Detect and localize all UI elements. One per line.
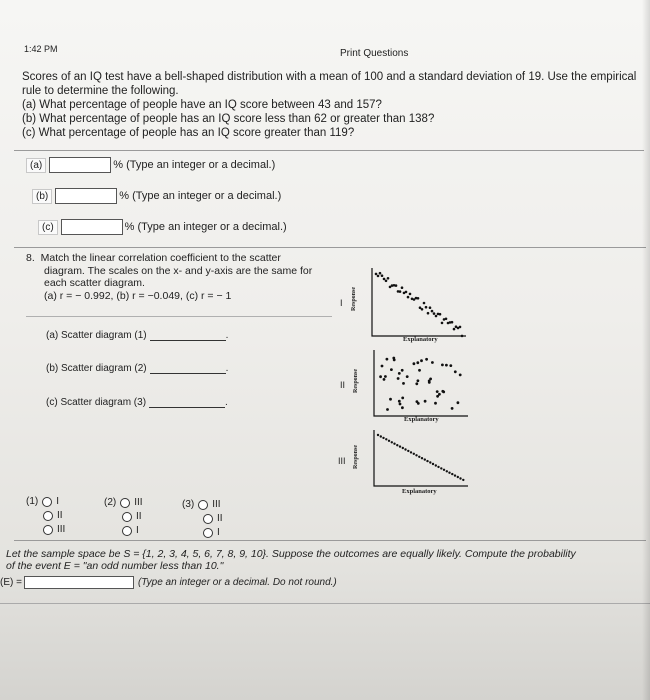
scatter-point xyxy=(401,369,404,372)
scatter-point xyxy=(381,365,384,368)
radio-option-label: II xyxy=(57,510,63,521)
question8-line: Match the linear correlation coefficient to the scatter xyxy=(40,252,281,264)
scatter-point xyxy=(451,407,454,410)
plot-xlabel: Explanatory xyxy=(404,416,439,423)
scatter-point xyxy=(437,466,439,468)
radio-button[interactable] xyxy=(42,497,52,507)
scatter-point xyxy=(401,406,404,409)
scatter-point xyxy=(457,476,459,478)
scatter-point xyxy=(459,477,461,479)
question1-line: (a) What percentage of people have an IQ score between 43 and 157? xyxy=(22,99,382,111)
scatter-point xyxy=(435,464,437,466)
scatter-point xyxy=(432,463,434,465)
scatter-point xyxy=(392,357,395,360)
radio-option-label: II xyxy=(217,513,223,524)
scatter-point xyxy=(402,447,404,449)
scatter-point xyxy=(459,374,462,377)
scatter-point xyxy=(402,382,405,385)
scatter-point xyxy=(441,390,444,393)
scatter-point xyxy=(423,302,426,305)
scatter-point xyxy=(418,369,421,372)
plot-ylabel: Response xyxy=(353,368,360,394)
answer-hint: % (Type an integer or a decimal.) xyxy=(124,221,287,233)
scatter-point xyxy=(461,335,464,338)
scatter-point xyxy=(399,445,401,447)
question8-number: 8. xyxy=(26,252,35,264)
scatter-plot-1 xyxy=(370,268,466,338)
answer-input-b[interactable] xyxy=(55,188,117,204)
scatter-point xyxy=(381,274,384,277)
scatter-point xyxy=(407,296,410,299)
question1-line: (b) What percentage of people has an IQ score less than 62 or greater than 138? xyxy=(22,113,435,125)
scatter-point xyxy=(443,469,445,471)
scatter-point xyxy=(417,297,420,300)
scatter-point xyxy=(413,362,416,365)
scatter-point xyxy=(431,361,434,364)
question1-text xyxy=(22,70,642,140)
scatter-point xyxy=(395,284,398,287)
scatter-point xyxy=(445,364,448,367)
scatter-point xyxy=(399,290,402,293)
scatter-point xyxy=(401,397,404,400)
scatter-point xyxy=(421,457,423,459)
radio-button[interactable] xyxy=(203,528,213,538)
scatter-point xyxy=(441,322,444,325)
answer-label: (c) xyxy=(38,220,58,235)
scatter-plot-3 xyxy=(372,430,468,488)
plot-points xyxy=(377,434,465,481)
scatter-item-label: (a) Scatter diagram (1) xyxy=(46,330,147,341)
divider xyxy=(0,603,650,604)
radio-button[interactable] xyxy=(122,512,132,522)
scatter-point xyxy=(435,315,438,318)
question1-line: (c) What percentage of people has an IQ score greater than 119? xyxy=(22,127,355,139)
answer-input-c[interactable] xyxy=(61,219,123,235)
scatter-point xyxy=(457,401,460,404)
scatter-point xyxy=(446,470,448,472)
scatter-point xyxy=(393,443,395,445)
scatter-point xyxy=(386,408,389,411)
plot-roman-label: I xyxy=(340,298,343,308)
scatter-point xyxy=(404,448,406,450)
radio-option-label: III xyxy=(57,524,66,535)
scatter-point xyxy=(415,454,417,456)
scatter-point xyxy=(431,310,434,313)
scatter-point xyxy=(425,358,428,361)
scatter-point xyxy=(426,460,428,462)
choice-group-3 xyxy=(182,499,223,538)
scatter-point xyxy=(417,379,420,382)
plot-ylabel: Response xyxy=(353,444,360,470)
radio-button[interactable] xyxy=(203,514,213,524)
scatter-diagrams xyxy=(328,262,478,512)
question-last-line: of the event E = "an odd number less than 10." xyxy=(6,560,224,572)
probability-prefix: (E) = xyxy=(0,577,22,588)
radio-button[interactable] xyxy=(43,511,53,521)
scatter-point xyxy=(424,400,427,403)
scatter-point xyxy=(410,451,412,453)
scatter-point xyxy=(382,437,384,439)
scatter-point xyxy=(436,390,439,393)
scatter-point xyxy=(377,275,380,278)
scatter-point xyxy=(428,381,431,384)
answer-label: (a) xyxy=(26,158,46,173)
plot-xlabel: Explanatory xyxy=(402,488,437,495)
choice-group-label: (2) xyxy=(104,497,117,508)
scatter-answer-blank[interactable] xyxy=(150,331,226,341)
question8-line: diagram. The scales on the x- and y-axis are the same for xyxy=(44,264,313,277)
plot-ylabel: Response xyxy=(351,286,358,312)
scatter-point xyxy=(379,272,382,275)
scatter-point xyxy=(420,359,423,362)
radio-button[interactable] xyxy=(198,500,208,510)
scatter-match-c: (c) Scatter diagram (3) . xyxy=(46,397,228,408)
plot-points xyxy=(375,272,464,337)
radio-option-label: I xyxy=(217,527,220,538)
radio-button[interactable] xyxy=(122,526,132,536)
choice-group-label: (1) xyxy=(26,496,39,507)
scatter-point xyxy=(451,473,453,475)
scatter-point xyxy=(448,472,450,474)
scatter-point xyxy=(434,402,437,405)
scatter-point xyxy=(380,435,382,437)
question8-line: each scatter diagram. xyxy=(44,277,145,289)
scatter-answer-blank[interactable] xyxy=(150,364,226,374)
answer-row-a xyxy=(26,157,275,173)
answer-row-c xyxy=(38,219,287,235)
scatter-point xyxy=(375,273,378,276)
scatter-point xyxy=(433,312,436,315)
scatter-point xyxy=(397,377,400,380)
scatter-point xyxy=(396,444,398,446)
scatter-point xyxy=(439,313,442,316)
choice-group-2 xyxy=(104,497,143,536)
choice-group-1 xyxy=(26,496,65,535)
page-edge-shadow xyxy=(642,0,650,700)
scatter-point xyxy=(398,400,401,403)
scatter-point xyxy=(424,458,426,460)
radio-option-label: III xyxy=(134,497,143,508)
scatter-point xyxy=(391,441,393,443)
answer-hint: % (Type an integer or a decimal.) xyxy=(113,159,276,171)
radio-option-label: I xyxy=(136,525,139,536)
scatter-point xyxy=(377,434,379,436)
scatter-point xyxy=(429,461,431,463)
answer-input-a[interactable] xyxy=(49,157,111,173)
scatter-point xyxy=(418,456,420,458)
question-last-line: Let the sample space be S = {1, 2, 3, 4, 5, 6, 7, 8, 9, 10}. Suppose the outcomes are equally likely. Compute the probability xyxy=(6,548,576,560)
scatter-point xyxy=(429,306,432,309)
scatter-point xyxy=(416,361,419,364)
radio-button[interactable] xyxy=(120,498,130,508)
scatter-point xyxy=(451,321,454,324)
radio-option-label: I xyxy=(56,496,60,507)
probability-answer-row xyxy=(0,576,337,589)
scatter-point xyxy=(425,306,428,309)
question1-line: rule to determine the following. xyxy=(22,85,179,97)
question-last-text xyxy=(6,548,576,572)
scatter-point xyxy=(398,372,401,375)
divider xyxy=(14,150,644,151)
scatter-answer-blank[interactable] xyxy=(149,398,225,408)
scatter-point xyxy=(453,328,456,331)
scatter-point xyxy=(409,293,412,296)
scatter-point xyxy=(454,474,456,476)
scatter-point xyxy=(384,375,387,378)
scatter-point xyxy=(415,382,418,385)
scatter-point xyxy=(449,364,452,367)
plot-xlabel: Explanatory xyxy=(403,336,438,343)
scatter-point xyxy=(406,375,409,378)
answer-label: (b) xyxy=(32,189,52,204)
scatter-match-b: (b) Scatter diagram (2) . xyxy=(46,363,229,374)
scatter-point xyxy=(383,378,386,381)
scatter-point xyxy=(427,312,430,315)
divider xyxy=(14,247,646,248)
scatter-point xyxy=(389,398,392,401)
radio-button[interactable] xyxy=(43,525,53,535)
scatter-point xyxy=(385,438,387,440)
scatter-point xyxy=(385,280,388,283)
question8-line: (a) r = − 0.992, (b) r = −0.049, (c) r = − 1 xyxy=(44,289,232,302)
scatter-point xyxy=(438,393,441,396)
scatter-point xyxy=(417,402,420,405)
probability-hint: (Type an integer or a decimal. Do not round.) xyxy=(137,577,337,588)
plot-axes xyxy=(372,268,466,336)
scatter-point xyxy=(413,453,415,455)
scatter-point xyxy=(454,370,457,373)
scatter-point xyxy=(405,291,408,294)
divider xyxy=(26,316,332,317)
divider xyxy=(14,540,646,541)
scatter-point xyxy=(379,375,382,378)
header-time: 1:42 PM xyxy=(24,44,58,54)
scatter-point xyxy=(441,364,444,367)
question8-text xyxy=(26,252,326,302)
scatter-point xyxy=(421,308,424,311)
plot-roman-label: III xyxy=(338,456,346,466)
header-title: Print Questions xyxy=(340,48,409,59)
radio-option-label: II xyxy=(136,511,142,522)
scatter-point xyxy=(387,277,390,280)
scatter-item-label: (c) Scatter diagram (3) xyxy=(46,397,147,408)
scatter-point xyxy=(459,326,462,329)
probability-input[interactable] xyxy=(24,576,134,589)
plot-roman-label: II xyxy=(340,380,346,390)
scatter-point xyxy=(390,368,393,371)
choice-group-label: (3) xyxy=(182,499,195,510)
scatter-point xyxy=(386,358,389,361)
scatter-match-a: (a) Scatter diagram (1) . xyxy=(46,330,229,341)
question1-line: Scores of an IQ test have a bell-shaped distribution with a mean of 100 and a standard deviation of 19. Use the empirical xyxy=(22,71,637,83)
answer-row-b xyxy=(32,188,281,204)
scatter-point xyxy=(401,286,404,289)
answer-hint: % (Type an integer or a decimal.) xyxy=(119,190,282,202)
scatter-point xyxy=(388,440,390,442)
scatter-plot-2 xyxy=(372,350,468,418)
scatter-point xyxy=(383,278,386,281)
scatter-point xyxy=(445,318,448,321)
scatter-point xyxy=(407,450,409,452)
scatter-item-label: (b) Scatter diagram (2) xyxy=(46,363,147,374)
plot-points xyxy=(379,357,461,411)
radio-option-label: III xyxy=(212,499,221,510)
scatter-point xyxy=(462,479,464,481)
scatter-point xyxy=(440,467,442,469)
scatter-point xyxy=(399,403,402,406)
